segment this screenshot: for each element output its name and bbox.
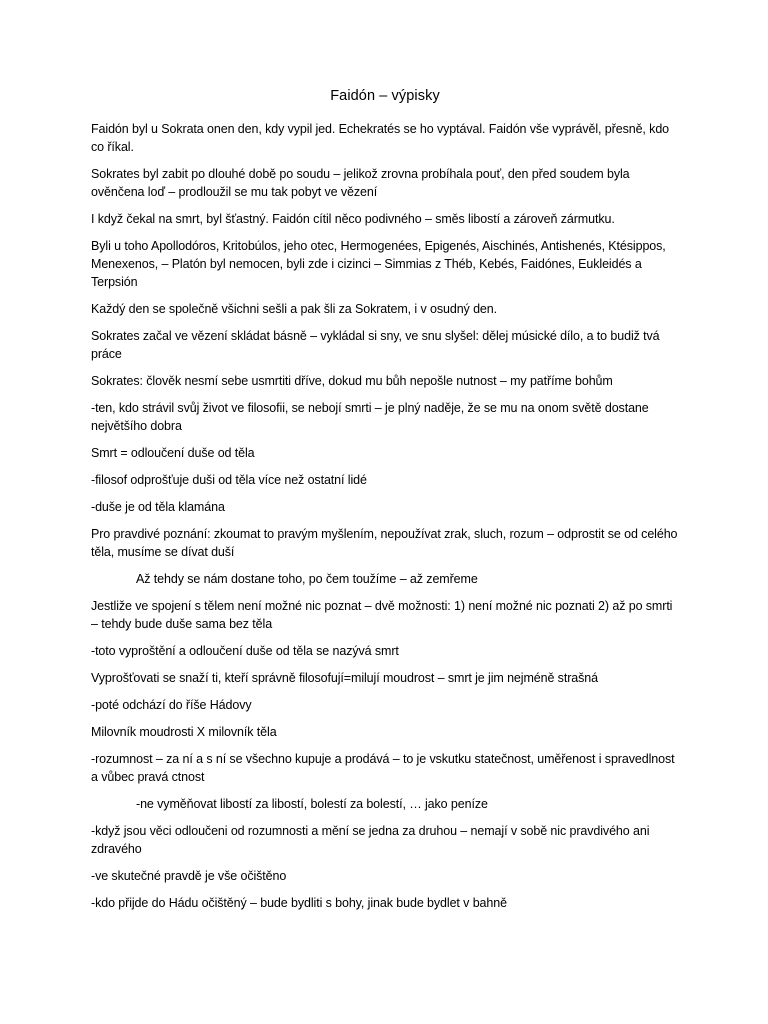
paragraph: Sokrates byl zabit po dlouhé době po soudu – jelikož zrovna probíhala pouť, den před soudem byla ověnčena loď – prodloužil se mu tak pobyt ve vězení — [91, 167, 630, 199]
document-title: Faidón – výpisky — [330, 88, 440, 104]
paragraph: Sokrates začal ve vězení skládat básně – vykládal si sny, ve snu slyšel: dělej músické dílo, a to budiž tvá práce — [91, 329, 660, 361]
document-body — [91, 86, 679, 921]
paragraph: -filosof odprošťuje duši od těla více než ostatní lidé — [91, 473, 367, 487]
paragraph: I když čekal na smrt, byl šťastný. Faidón cítil něco podivného – směs libostí a zároveň zármutku. — [91, 212, 615, 226]
paragraph-list — [91, 120, 679, 912]
paragraph: -rozumnost – za ní a s ní se všechno kupuje a prodává – to je vskutku statečnost, uměřenost i spravedlnost a vůbec pravá ctnost — [91, 752, 675, 784]
paragraph: Byli u toho Apollodóros, Kritobúlos, jeho otec, Hermogenées, Epigenés, Aischinés, Antishenés, Ktésippos, Menexenos, – Platón byl nemocen, byli zde i cizinci – Simmias z Théb, Kebés, Faidónes, Eukleidés a Terpsión — [91, 239, 666, 289]
paragraph: Vyprošťovati se snaží ti, kteří správně filosofují=milují moudrost – smrt je jim nejméně strašná — [91, 671, 598, 685]
paragraph: Pro pravdivé poznání: zkoumat to pravým myšlením, nepoužívat zrak, sluch, rozum – odprostit se od celého těla, musíme se dívat duší — [91, 527, 678, 559]
paragraph: -ten, kdo strávil svůj život ve filosofii, se nebojí smrti – je plný naděje, že se mu na onom světě dostane největšího dobra — [91, 401, 649, 433]
paragraph: -poté odchází do říše Hádovy — [91, 698, 252, 712]
paragraph: Smrt = odloučení duše od těla — [91, 446, 255, 460]
paragraph: -duše je od těla klamána — [91, 500, 225, 514]
paragraph: -toto vyproštění a odloučení duše od těla se nazývá smrt — [91, 644, 399, 658]
paragraph: -ve skutečné pravdě je vše očištěno — [91, 869, 287, 883]
paragraph: Faidón byl u Sokrata onen den, kdy vypil jed. Echekratés se ho vyptával. Faidón vše vyprávěl, přesně, kdo co říkal. — [91, 122, 670, 154]
paragraph: -ne vyměňovat libostí za libostí, bolestí za bolestí, … jako peníze — [136, 797, 488, 811]
paragraph: Sokrates: člověk nesmí sebe usmrtiti dříve, dokud mu bůh nepošle nutnost – my patříme bohům — [91, 374, 613, 388]
paragraph: Až tehdy se nám dostane toho, po čem toužíme – až zemřeme — [136, 572, 478, 586]
paragraph: -když jsou věci odloučeni od rozumnosti a mění se jedna za druhou – nemají v sobě nic pravdivého ani zdravého — [91, 824, 650, 856]
paragraph: Každý den se společně všichni sešli a pak šli za Sokratem, i v osudný den. — [91, 302, 498, 316]
paragraph: Milovník moudrosti X milovník těla — [91, 725, 277, 739]
paragraph: -kdo přijde do Hádu očištěný – bude bydliti s bohy, jinak bude bydlet v bahně — [91, 896, 507, 910]
paragraph: Jestliže ve spojení s tělem není možné nic poznat – dvě možnosti: 1) není možné nic poznati 2) až po smrti – tehdy bude duše sama bez těla — [91, 599, 673, 631]
